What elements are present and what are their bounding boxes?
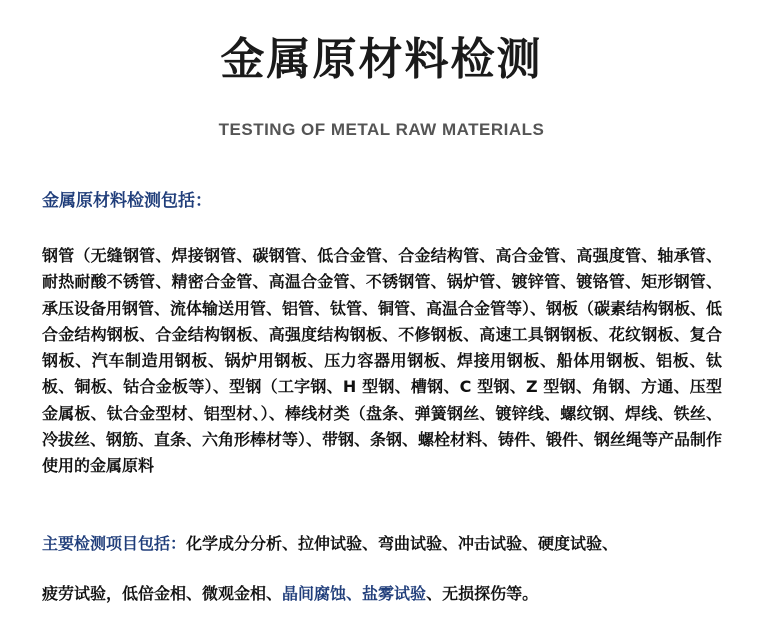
test-items-line-2 (42, 580, 732, 608)
test-items-list-2a: 疲劳试验，低倍金相、微观金相、 (42, 584, 283, 603)
test-items-list-2b: 、无损探伤等。 (426, 584, 539, 603)
test-items-label: 主要检测项目包括： (42, 534, 187, 553)
materials-paragraph: 钢管（无缝钢管、焊接钢管、碳钢管、低合金管、合金结构管、高合金管、高强度管、轴承管、耐热耐酸不锈管、精密合金管、高温合金管、不锈钢管、锅炉管、镀锌管、镀铬管、矩形钢管、承压设备用钢管、流体输送用管、铝管、钛管、铜管、高温合金管等）、钢板（碳素结构钢板、低合金结构钢板、合金结构钢板、高强度结构钢板、不修钢板、高速工具钢钢板、花纹钢板、复合钢板、汽车制造用钢板、锅炉用钢板、压力容器用钢板、焊接用钢板、船体用钢板、铝板、钛板、铜板、钴合金板等）、型钢（工字钢、H 型钢、槽钢、C 型钢、Z 型钢、角钢、方通、压型金属板、钛合金型材、铝型材、）、棒线材类（盘条、弹簧钢丝、镀锌线、螺纹钢、焊线、铁丝、冷拔丝、钢筋、直条、六角形棒材等）、带钢、条钢、螺栓材料、铸件、锻件、钢丝绳等产品制作使用的金属原料 (42, 246, 723, 476)
section-heading: 金属原材料检测包括： (42, 191, 212, 211)
highlight-separator: 、 (346, 584, 363, 603)
page-title: 金属原材料检测 (220, 34, 543, 85)
page-subtitle: TESTING OF METAL RAW MATERIALS (218, 120, 545, 139)
test-items-list-1: 化学成分分析、拉伸试验、弯曲试验、冲击试验、硬度试验、 (186, 534, 619, 553)
test-items-line-1 (42, 530, 732, 558)
highlight-salt-spray-test: 盐雾试验 (362, 584, 427, 603)
highlight-intergranular-corrosion: 晶间腐蚀 (282, 584, 347, 603)
